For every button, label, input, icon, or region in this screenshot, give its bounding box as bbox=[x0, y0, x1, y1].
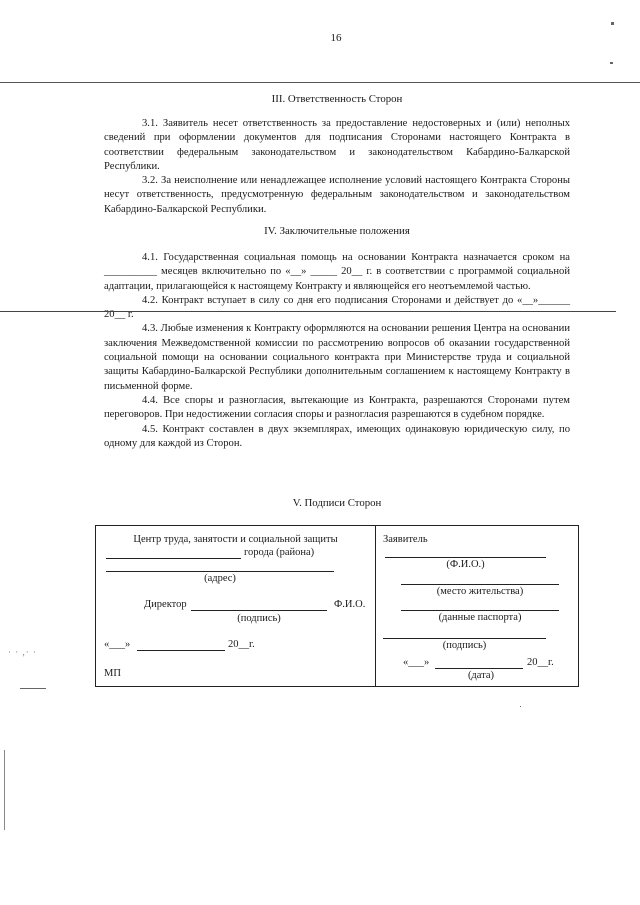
paragraph-3-1: 3.1. Заявитель несет ответственность за предоставление недостоверных и (или) неполных сведений при оформлении документов для подписания Сторонами настоящего Контракта в соответствии федеральным законодательством и законодательством Кабардино-Балкарской Республики. bbox=[104, 118, 570, 172]
section3-body bbox=[104, 117, 570, 217]
section4-heading: IV. Заключительные положения bbox=[264, 225, 410, 237]
stamp-label: МП bbox=[104, 668, 121, 679]
director-signature-line bbox=[191, 610, 327, 611]
applicant-signature-caption: (подпись) bbox=[442, 640, 487, 651]
director-label: Директор bbox=[144, 599, 187, 610]
scan-edge-line bbox=[4, 750, 5, 830]
scan-speck bbox=[20, 688, 46, 689]
address-caption: (адрес) bbox=[204, 573, 236, 584]
scan-line bbox=[0, 82, 640, 83]
left-date-year: 20__г. bbox=[228, 639, 255, 650]
left-date-month-line bbox=[137, 650, 225, 651]
passport-caption: (данные паспорта) bbox=[438, 612, 522, 623]
scan-noise: · · ,· · bbox=[8, 647, 37, 657]
paragraph-4-5: 4.5. Контракт составлен в двух экземплярах, имеющих одинаковую юридическую силу, по одному для каждой из Сторон. bbox=[104, 423, 570, 449]
paragraph-4-3: 4.3. Любые изменения к Контракту оформляются на основании решения Центра на основании заключения Межведомственной комиссии по рассмотрению вопросов об оказании государственной социальной помощи на основании социального контракта при Министерстве труда и социальной защиты Кабардино-Балкарской Республики дополнительным соглашением к настоящему Контракту в письменной форме. bbox=[104, 323, 570, 392]
scan-speck bbox=[520, 706, 521, 707]
scan-line bbox=[0, 311, 616, 312]
residence-caption: (место жительства) bbox=[436, 586, 524, 597]
scan-speck bbox=[610, 62, 613, 64]
section3-heading: III. Ответственность Сторон bbox=[271, 93, 403, 105]
page-number: 16 bbox=[330, 32, 342, 44]
city-line bbox=[106, 558, 241, 559]
paragraph-3-2: 3.2. За неисполнение или ненадлежащее исполнение условий настоящего Контракта Стороны несут ответственность, предусмотренную федеральным законодательством и законодательством Кабардино-Балкарской Республики. bbox=[104, 175, 570, 215]
director-fio: Ф.И.О. bbox=[334, 599, 366, 610]
director-signature-caption: (подпись) bbox=[237, 613, 281, 624]
right-date-caption: (дата) bbox=[467, 670, 495, 681]
left-date-day: «___» bbox=[104, 639, 131, 650]
right-date-day: «___» bbox=[403, 657, 430, 668]
table-divider bbox=[375, 526, 376, 686]
section5-heading: V. Подписи Сторон bbox=[292, 497, 382, 509]
paragraph-4-2: 4.2. Контракт вступает в силу со дня его подписания Сторонами и действует до «__»______ 20__ г. bbox=[104, 294, 570, 321]
signature-table bbox=[95, 525, 579, 687]
paragraph-4-4: 4.4. Все споры и разногласия, вытекающие из Контракта, разрешаются Сторонами путем переговоров. При недостижении согласия споры и разногласия разрешаются в судебном порядке. bbox=[104, 394, 570, 421]
section4-body bbox=[104, 251, 570, 451]
right-date-year: 20__г. bbox=[527, 657, 554, 668]
paragraph-4-1: 4.1. Государственная социальная помощь на основании Контракта назначается сроком на __________ месяцев включительно по «__» _____ 20__ г. в соответствии с программой социальной адаптации, прилагающейся к настоящему Контракту и являющейся его неотъемлемой частью. bbox=[104, 252, 570, 292]
center-name: Центр труда, занятости и социальной защиты bbox=[133, 534, 338, 545]
city-label: города (района) bbox=[244, 547, 315, 558]
applicant-label: Заявитель bbox=[383, 534, 428, 545]
applicant-fio-caption: (Ф.И.О.) bbox=[446, 559, 485, 570]
scan-speck bbox=[611, 22, 614, 25]
